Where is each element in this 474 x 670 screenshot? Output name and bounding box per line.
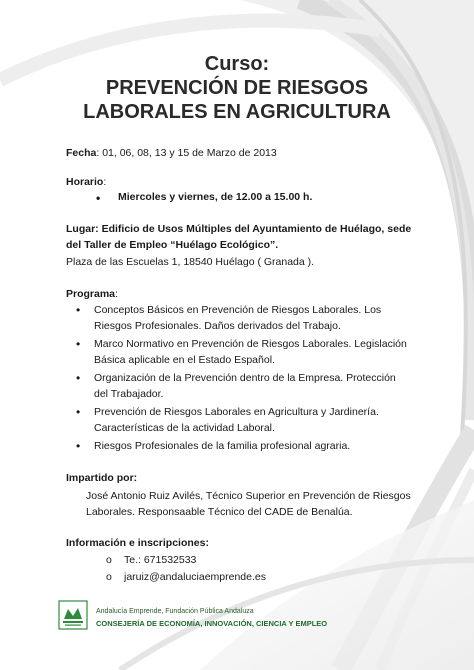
- list-item: • Organización de la Prevención dentro de la Empresa. Protección del Trabajador.: [70, 371, 410, 402]
- list-item: • Conceptos Básicos en Prevención de Riesgos Laborales. Los Riesgos Profesionales. Daños derivados del Trabajo.: [70, 303, 410, 334]
- fecha-label: Fecha: [66, 147, 97, 159]
- lugar-label: Lugar: [66, 223, 96, 235]
- fecha-line: [66, 146, 277, 161]
- horario-item: • Miercoles y viernes, de 12.00 a 15.00 h.: [118, 191, 312, 203]
- footer-consejeria: CONSEJERÍA DE ECONOMÍA, INNOVACIÓN, CIENCIA Y EMPLEO: [96, 619, 328, 628]
- programa-label: Programa: [66, 288, 116, 300]
- course-label: Curso:: [204, 53, 270, 75]
- impartido-label: Impartido por:: [66, 472, 138, 484]
- course-title-line2: LABORALES EN AGRICULTURA: [83, 101, 391, 123]
- contact-email[interactable]: jaruiz@andaluciaemprende.es: [124, 571, 266, 583]
- fecha-value: : 01, 06, 08, 13 y 15 de Marzo de 2013: [96, 147, 277, 159]
- programa-list: [70, 303, 410, 458]
- contact-phone: Te.: 671532533: [124, 554, 197, 566]
- lugar-line2: del Taller de Empleo “Huélago Ecológico”.: [66, 239, 279, 251]
- horario-colon: :: [103, 176, 107, 188]
- course-title-line1: PREVENCIÓN DE RIESGOS: [105, 77, 369, 99]
- list-item: • Riesgos Profesionales de la familia profesional agraria.: [70, 439, 410, 455]
- lugar-line1: [66, 222, 411, 237]
- programa-line: [66, 287, 118, 302]
- impartido-line2: Laborales. Responsaable Técnico del CADE de Benalúa.: [86, 506, 353, 518]
- horario-label: Horario: [66, 176, 104, 188]
- footer-foundation: Andalucía Emprende, Fundación Pública Andaluza: [96, 608, 254, 615]
- informacion-label: Información e inscripciones:: [66, 537, 209, 549]
- bullet-circle: o: [106, 571, 112, 583]
- impartido-line1: José Antonio Ruiz Avilés, Técnico Superior en Prevención de Riesgos: [86, 490, 411, 502]
- horario-line: [66, 175, 106, 190]
- programa-colon: :: [115, 288, 118, 300]
- list-item: • Prevención de Riesgos Laborales en Agricultura y Jardinería. Características de la actividad Laboral.: [70, 405, 410, 436]
- list-item: • Marco Normativo en Prevención de Riesgos Laborales. Legislación Básica aplicable en el Estado Español.: [70, 337, 410, 368]
- lugar-line1-text: : Edificio de Usos Múltiples del Ayuntamiento de Huélago, sede: [95, 223, 412, 235]
- junta-andalucia-logo: [58, 600, 88, 630]
- logo-icon: [58, 600, 88, 630]
- lugar-address: Plaza de las Escuelas 1, 18540 Huélago ( Granada ).: [66, 256, 315, 268]
- bullet-circle: o: [106, 554, 112, 566]
